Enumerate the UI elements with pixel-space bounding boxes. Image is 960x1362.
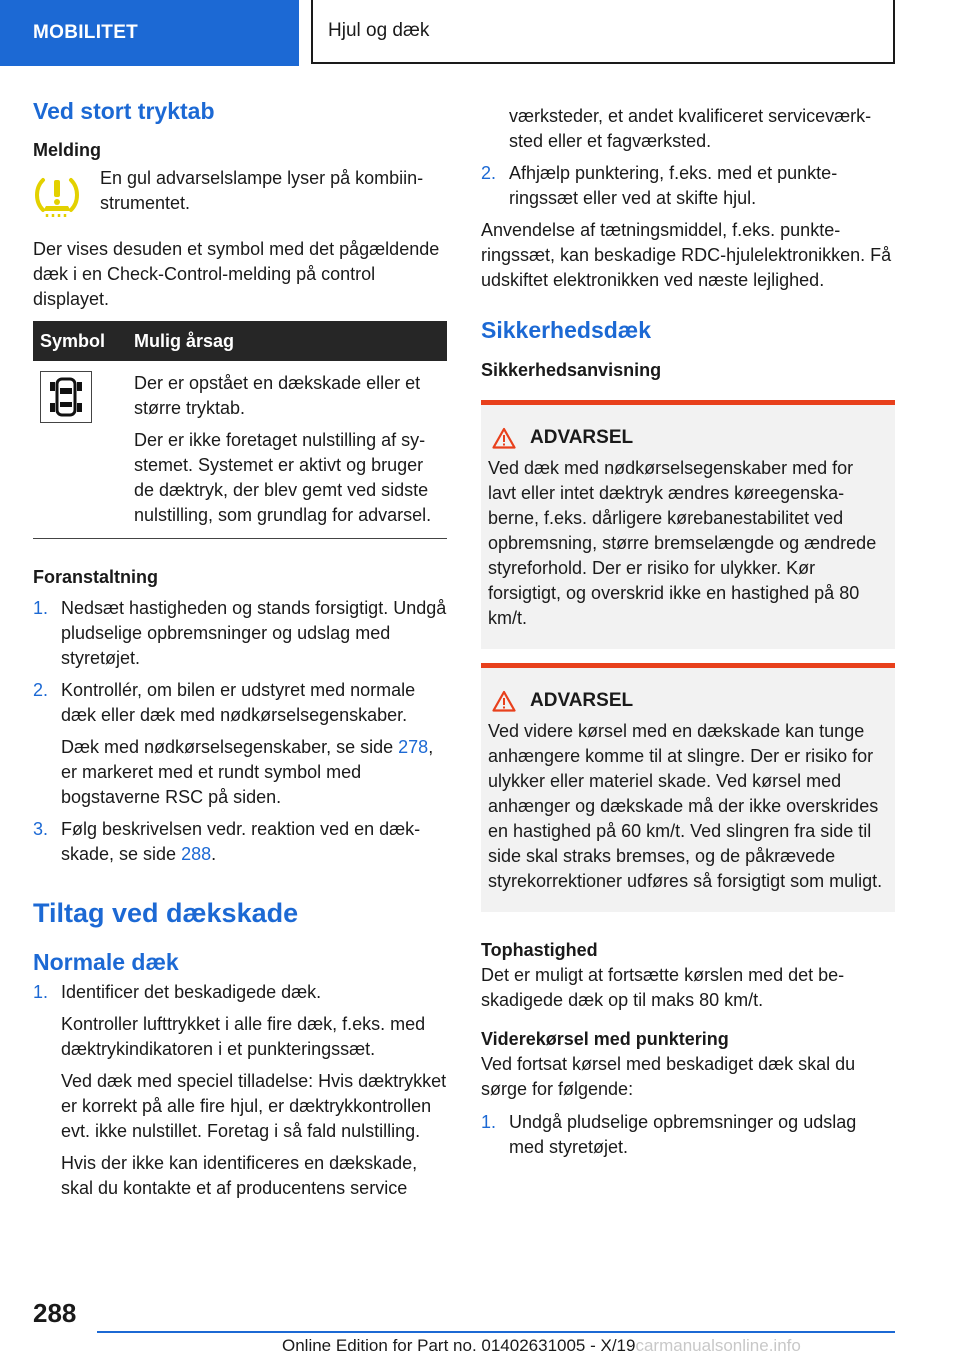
- step-subtext: Dæk med nødkørselsegenskaber, se side: [61, 737, 399, 757]
- left-column: [33, 96, 447, 1201]
- warning-title: [488, 425, 886, 450]
- step-subtext: Ved dæk med speciel tilladelse: Hvis dæktrykket er korrekt på alle fire hjul, er dæktrykkontrollen evt. ikke nulstillet. Foretag i så fald nulstilling.: [61, 1071, 447, 1141]
- list-number: 2.: [33, 680, 49, 700]
- page-link-288[interactable]: 288: [181, 844, 212, 864]
- heading-melding: Melding: [33, 140, 101, 160]
- page-header: [0, 0, 960, 66]
- table-row: [33, 361, 447, 539]
- edition-text: Online Edition for Part no. 01402631005 - X/19: [282, 1336, 636, 1355]
- list-number: 3.: [33, 819, 49, 839]
- viderekorsel-text: Ved fortsat kørsel med beskadiget dæk skal du sørge for følgende:: [481, 1054, 856, 1099]
- heading-normale-daek: Normale dæk: [33, 949, 179, 975]
- list-number: 1.: [33, 982, 49, 1002]
- heading-stort-tryktab: Ved stort tryktab: [33, 98, 215, 124]
- list-number: 1.: [481, 1112, 497, 1132]
- warning-title: [488, 688, 886, 713]
- table-header-symbol: Symbol: [33, 321, 127, 361]
- step-subtext: , er markeret med et rundt symbol med bogstaverne RSC på siden.: [61, 737, 434, 807]
- heading-tiltag: Tiltag ved dækskade: [33, 898, 299, 928]
- step-subtext: Hvis der ikke kan identificeres en dækskade, skal du kontakte et af producentens service: [61, 1153, 418, 1198]
- heading-tophastighed: Tophastighed: [481, 940, 598, 960]
- warning-triangle-icon: [492, 690, 516, 712]
- warning-label: ADVARSEL: [530, 690, 634, 711]
- list-item: [481, 1110, 895, 1160]
- cause-2: Der er ikke foretaget nulstilling af systemet. Systemet er aktivt og bruger de dæktryk, der blev gemt ved sidste nulstilling, som grundlag for advarsel.: [134, 430, 432, 525]
- step-text: Nedsæt hastigheden og stands forsigtigt. Undgå pludselige opbremsninger og udslag med styretøjet.: [61, 598, 447, 668]
- cause-1: Der er opstået en dækskade eller et større tryktab.: [134, 373, 421, 418]
- anvendelse-text: Anvendelse af tætningsmiddel, f.eks. punkteringssæt, kan beskadige RDC-hjulelektronikken. Få udskiftet elektronikken ved næste lejlighed.: [481, 220, 892, 290]
- step-subtext: værksteder, et andet kvalificeret serviceværksted eller et fagværksted.: [509, 106, 872, 151]
- tire-pressure-warning-icon: [33, 166, 100, 223]
- warning-label: ADVARSEL: [530, 427, 634, 448]
- intro-text: Der vises desuden et symbol med det pågældende dæk i en Check-Control-melding på control displayet.: [33, 239, 440, 309]
- melding-text: En gul advarselslampe lyser på kombiinstrumentet.: [100, 168, 424, 213]
- list-number: 2.: [481, 163, 497, 183]
- page-link-278[interactable]: 278: [398, 737, 429, 757]
- warning-box: [481, 400, 895, 649]
- page-number: 288: [33, 1298, 77, 1328]
- symbol-table: [33, 321, 447, 539]
- step-text: Afhjælp punktering, f.eks. med et punkteringssæt eller ved at skifte hjul.: [509, 163, 838, 208]
- tophastighed-text: Det er muligt at fortsætte kørslen med det beskadigede dæk op til maks 80 km/t.: [481, 965, 845, 1010]
- step-text: Identificer det beskadigede dæk.: [61, 982, 322, 1002]
- warning-text: Ved videre kørsel med en dækskade kan tunge anhængere komme til at slingre. Der er risiko for ulykker eller materiel skade. Ved kørsel med anhænger og dækskade må der ikke overskrides en hastighed på 60 km/t. Ved slingren fra side til side skal straks bremses, og de påkrævede styrekorrektioner udføres så forsigtigt som muligt.: [488, 721, 883, 891]
- heading-foranstaltning: Foranstaltning: [33, 567, 158, 587]
- warning-text: Ved dæk med nødkørselsegenskaber med for lavt eller intet dæktryk ændres køreegenskaberne, f.eks. dårligere kørebanestabilitet ved opbremsning, større bremselængde og ændrede styreforhold. Der er risiko for ulykker. Kør forsigtigt, og overskrid ikke en hastighed på 80 km/t.: [488, 458, 877, 628]
- melding-row: [33, 166, 447, 223]
- heading-sikkerhedsanvisning: Sikkerhedsanvisning: [481, 360, 662, 380]
- table-header-row: [33, 321, 447, 361]
- list-item: [33, 817, 447, 867]
- list-item-continued: [481, 104, 895, 154]
- footer-divider: [97, 1331, 895, 1333]
- step-text: Følg beskrivelsen vedr. reaktion ved en dækskade, se side: [61, 819, 421, 864]
- footer-edition: [282, 1336, 801, 1356]
- watermark: carmanualsonline.info: [635, 1336, 801, 1355]
- heading-viderekorsel: Viderekørsel med punktering: [481, 1029, 729, 1049]
- table-header-cause: Mulig årsag: [127, 321, 447, 361]
- list-item: [33, 596, 447, 671]
- chapter-title: Hjul og dæk: [311, 0, 895, 64]
- right-column: [481, 104, 895, 1160]
- list-item: [481, 161, 895, 211]
- warning-triangle-icon: [492, 427, 516, 449]
- warning-box: [481, 663, 895, 912]
- step-subtext: Kontroller lufttrykket i alle fire dæk, f.eks. med dæktrykindikatoren i et punkteringssæt.: [61, 1014, 426, 1059]
- list-number: 1.: [33, 598, 49, 618]
- section-tab[interactable]: MOBILITET: [0, 0, 299, 66]
- step-text: Kontrollér, om bilen er udstyret med normale dæk eller dæk med nødkørselsegenskaber.: [61, 680, 416, 725]
- step-text: Undgå pludselige opbremsninger og udslag med styretøjet.: [509, 1112, 857, 1157]
- heading-sikkerhedsdaek: Sikkerhedsdæk: [481, 317, 652, 343]
- list-item: [33, 678, 447, 810]
- car-tire-damage-icon: [40, 371, 92, 423]
- list-item: [33, 980, 447, 1201]
- step-text: .: [211, 844, 217, 864]
